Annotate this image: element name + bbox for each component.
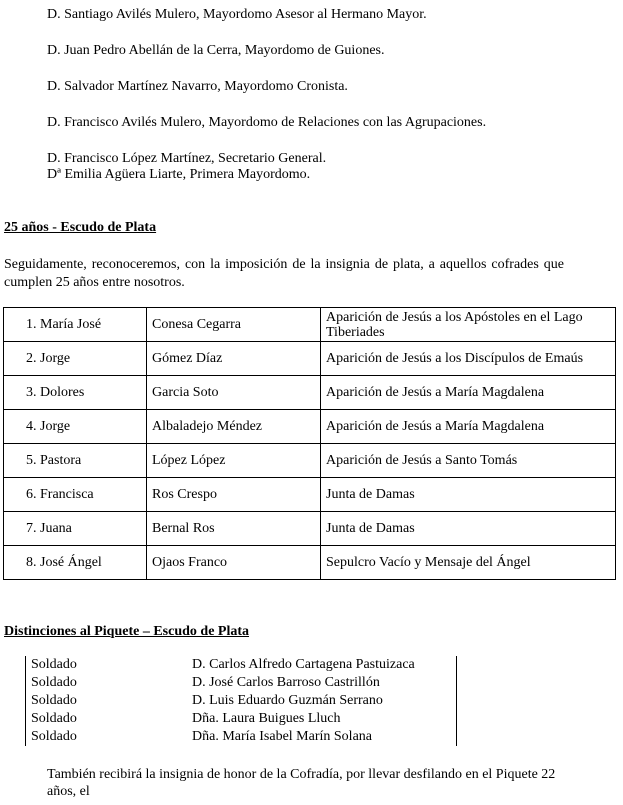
- table-row: [4, 342, 616, 376]
- list-item: [26, 656, 456, 674]
- rank-label: Soldado: [31, 675, 77, 690]
- section-heading-25: 25 años - Escudo de Plata: [4, 220, 157, 235]
- first-name-cell: 6. Francisca: [4, 478, 147, 512]
- list-item: [26, 710, 456, 728]
- surname-cell: Ojaos Franco: [147, 546, 321, 580]
- first-name-cell: 2. Jorge: [4, 342, 147, 376]
- mayordomo-line: Dª Emilia Agüera Liarte, Primera Mayordomo.: [47, 167, 311, 182]
- rank-label: Soldado: [31, 693, 77, 708]
- surname-cell: Bernal Ros: [147, 512, 321, 546]
- surname-cell: Albaladejo Méndez: [147, 410, 321, 444]
- first-name-cell: 7. Juana: [4, 512, 147, 546]
- member-name: D. Carlos Alfredo Cartagena Pastuizaca: [192, 657, 415, 672]
- group-cell: Junta de Damas: [321, 512, 616, 546]
- table-row: [4, 444, 616, 478]
- member-name: Dña. María Isabel Marín Solana: [192, 729, 372, 744]
- group-cell: Aparición de Jesús a los Apóstoles en el Lago Tiberiades: [321, 308, 616, 342]
- section-heading-piquete: Distinciones al Piquete – Escudo de Plata: [4, 624, 250, 639]
- rank-label: Soldado: [31, 711, 77, 726]
- table-row: [4, 410, 616, 444]
- group-cell: Aparición de Jesús a María Magdalena: [321, 410, 616, 444]
- surname-cell: Garcia Soto: [147, 376, 321, 410]
- surname-cell: Conesa Cegarra: [147, 308, 321, 342]
- cofrades-table: [3, 307, 616, 580]
- group-cell: Sepulcro Vacío y Mensaje del Ángel: [321, 546, 616, 580]
- group-cell: Aparición de Jesús a los Discípulos de Emaús: [321, 342, 616, 376]
- rank-label: Soldado: [31, 729, 77, 744]
- surname-cell: Ros Crespo: [147, 478, 321, 512]
- group-cell: Aparición de Jesús a María Magdalena: [321, 376, 616, 410]
- mayordomo-line: D. Francisco López Martínez, Secretario General.: [47, 151, 327, 166]
- piquete-list: [25, 656, 457, 746]
- group-cell: Aparición de Jesús a Santo Tomás: [321, 444, 616, 478]
- surname-cell: Gómez Díaz: [147, 342, 321, 376]
- member-name: D. Luis Eduardo Guzmán Serrano: [192, 693, 383, 708]
- table-row: [4, 478, 616, 512]
- list-item: [26, 692, 456, 710]
- first-name-cell: 8. José Ángel: [4, 546, 147, 580]
- section-intro: Seguidamente, reconoceremos, con la imposición de la insignia de plata, a aquellos cofrades que cumplen 25 años entre nosotros.: [4, 257, 564, 290]
- list-item: [26, 674, 456, 692]
- list-item: [26, 728, 456, 746]
- mayordomo-line: D. Juan Pedro Abellán de la Cerra, Mayordomo de Guiones.: [47, 43, 385, 58]
- member-name: Dña. Laura Buigues Lluch: [192, 711, 341, 726]
- table-row: [4, 512, 616, 546]
- table-row: [4, 308, 616, 342]
- first-name-cell: 5. Pastora: [4, 444, 147, 478]
- mayordomo-line: D. Santiago Avilés Mulero, Mayordomo Asesor al Hermano Mayor.: [47, 7, 427, 22]
- mayordomo-line: D. Salvador Martínez Navarro, Mayordomo Cronista.: [47, 79, 348, 94]
- member-name: D. José Carlos Barroso Castrillón: [192, 675, 380, 690]
- mayordomo-line: D. Francisco Avilés Mulero, Mayordomo de Relaciones con las Agrupaciones.: [47, 115, 487, 130]
- table-row: [4, 376, 616, 410]
- first-name-cell: 3. Dolores: [4, 376, 147, 410]
- surname-cell: López López: [147, 444, 321, 478]
- rank-label: Soldado: [31, 657, 77, 672]
- first-name-cell: 4. Jorge: [4, 410, 147, 444]
- closing-paragraph: También recibirá la insignia de honor de la Cofradía, por llevar desfilando en el Piquete 22 años, el: [47, 767, 556, 799]
- table-row: [4, 546, 616, 580]
- first-name-cell: 1. María José: [4, 308, 147, 342]
- group-cell: Junta de Damas: [321, 478, 616, 512]
